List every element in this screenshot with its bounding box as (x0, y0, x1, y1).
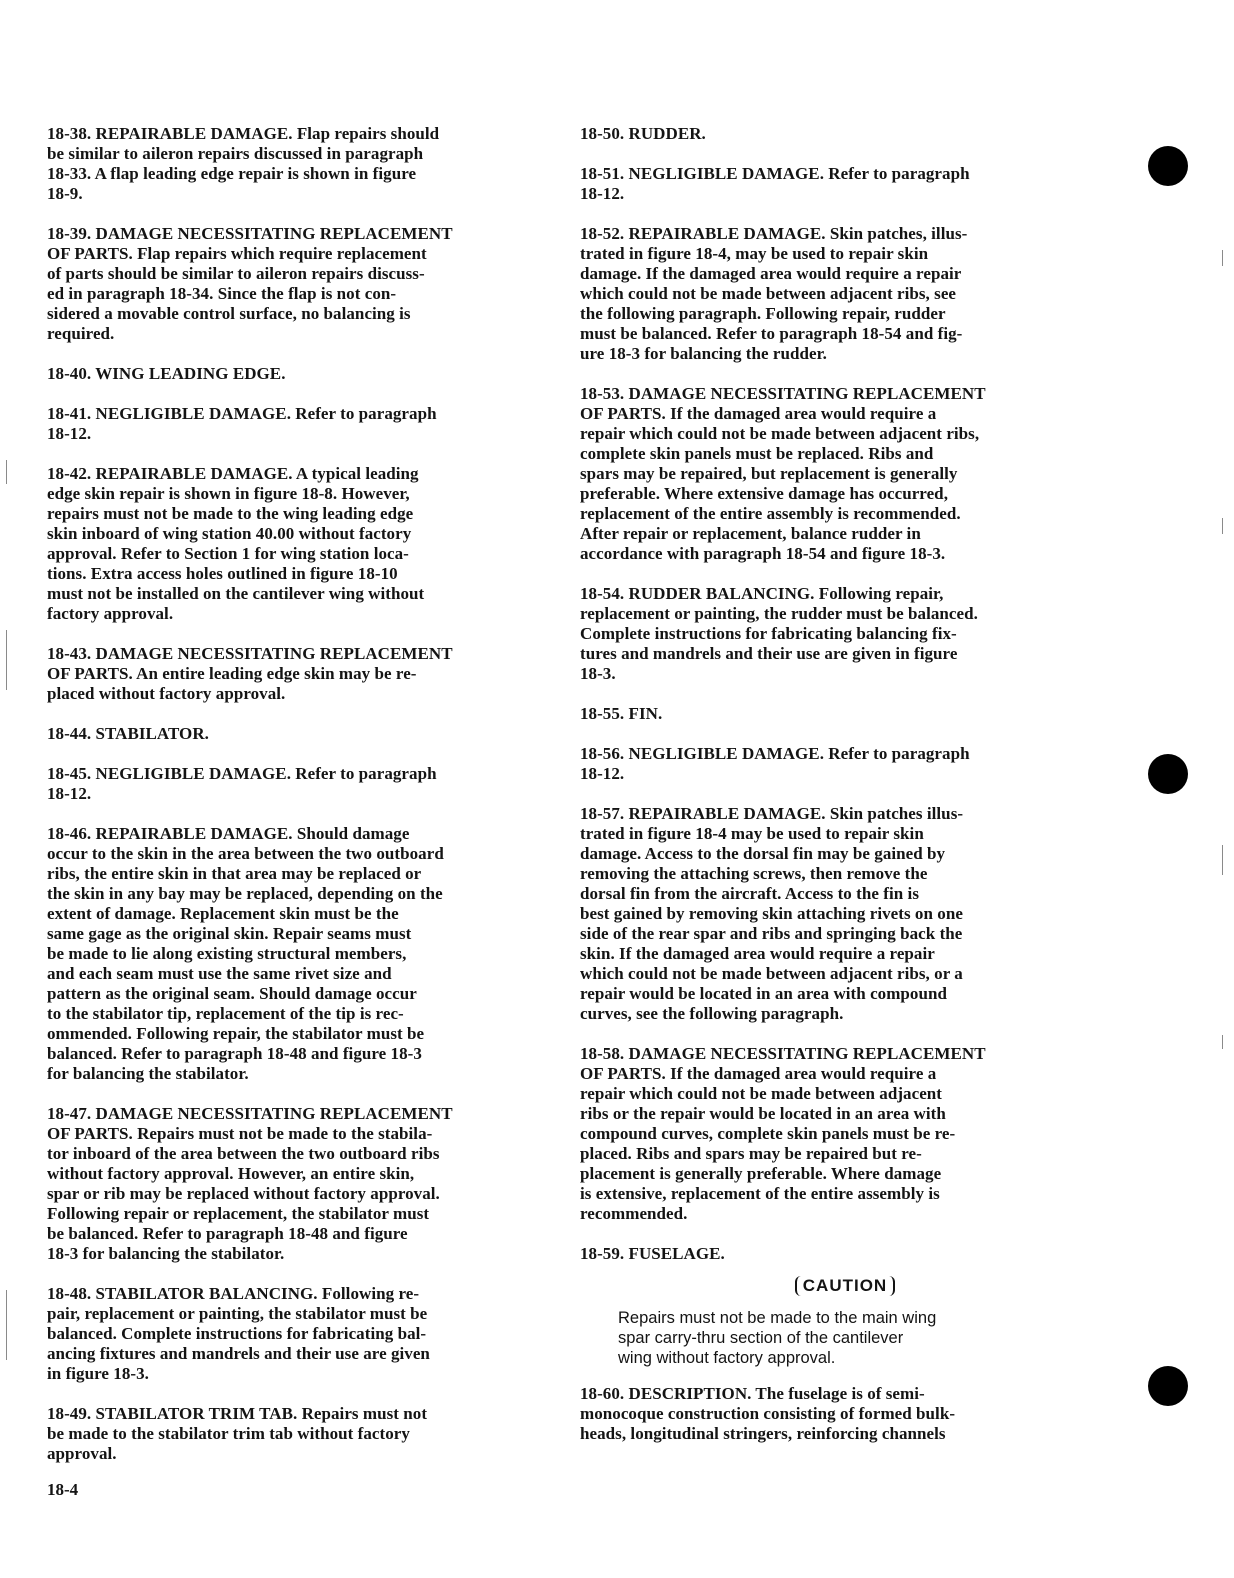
paragraph-18-46: 18-46. REPAIRABLE DAMAGE. Should damage occur to the skin in the area between the two outboard ribs, the entire skin in that area may be replaced or the skin in any bay may be replaced, depending on the extent of damage. Replacement skin must be the same gage as the original skin. Repair seams must be made to lie along existing structural members, and each seam must use the same rivet size and pattern as the original seam. Should damage occur to the stabilator tip, replacement of the tip is rec- ommended. Following repair, the stabilator must be balanced. Refer to paragraph 18-48 and figure 18-3 for balancing the stabilator. (47, 824, 444, 1083)
paragraph-18-52: 18-52. REPAIRABLE DAMAGE. Skin patches, illus- trated in figure 18-4, may be used to repair skin damage. If the damaged area would require a repair which could not be made between adjacent ribs, see the following paragraph. Following repair, rudder must be balanced. Refer to paragraph 18-54 and fig- ure 18-3 for balancing the rudder. (580, 224, 968, 363)
page-number: 18-4 (47, 1480, 79, 1499)
paragraph-18-60: 18-60. DESCRIPTION. The fuselage is of semi- monocoque construction consisting of formed bulk- heads, longitudinal stringers, reinforcing channels (580, 1384, 956, 1443)
paragraph-18-45: 18-45. NEGLIGIBLE DAMAGE. Refer to paragraph 18-12. (47, 764, 437, 803)
paragraph-18-48: 18-48. STABILATOR BALANCING. Following re- pair, replacement or painting, the stabilator must be balanced. Complete instructions for fabricating bal- ancing fixtures and mandrels and their use are given in figure 18-3. (47, 1284, 430, 1383)
paragraph-18-58: 18-58. DAMAGE NECESSITATING REPLACEMENT OF PARTS. If the damaged area would require a repair which could not be made between adjacent ribs or the repair would be located in an area with compound curves, complete skin panels must be re- placed. Ribs and spars may be repaired but re- placement is generally preferable. Where damage is extensive, replacement of the entire assembly is recommended. (580, 1044, 986, 1223)
paragraph-18-38: 18-38. REPAIRABLE DAMAGE. Flap repairs should be similar to aileron repairs discussed in paragraph 18-33. A flap leading edge repair is shown in figure 18-9. (47, 124, 440, 203)
margin-mark (1222, 1035, 1223, 1049)
margin-mark (1222, 518, 1223, 534)
heading-18-55: 18-55. FIN. (580, 704, 663, 723)
left-column (47, 124, 547, 1484)
right-column (580, 124, 1070, 1464)
paragraph-18-39: 18-39. DAMAGE NECESSITATING REPLACEMENT OF PARTS. Flap repairs which require replacement of parts should be similar to aileron repairs discuss- ed in paragraph 18-34. Since the flap is not con- sidered a movable control surface, no balancing is required. (47, 224, 453, 343)
paragraph-18-41: 18-41. NEGLIGIBLE DAMAGE. Refer to paragraph 18-12. (47, 404, 437, 443)
paragraph-18-51: 18-51. NEGLIGIBLE DAMAGE. Refer to paragraph 18-12. (580, 164, 970, 203)
paragraph-18-53: 18-53. DAMAGE NECESSITATING REPLACEMENT OF PARTS. If the damaged area would require a repair which could not be made between adjacent ribs, complete skin panels must be replaced. Ribs and spars may be repaired, but replacement is generally preferable. Where extensive damage has occurred, replacement of the entire assembly is recommended. After repair or replacement, balance rudder in accordance with paragraph 18-54 and figure 18-3. (580, 384, 986, 563)
heading-18-50: 18-50. RUDDER. (580, 124, 706, 143)
binder-hole-middle (1148, 754, 1188, 794)
margin-mark (6, 460, 7, 484)
margin-mark (1222, 250, 1223, 266)
caution-badge: CAUTION (795, 1276, 895, 1296)
paragraph-18-54: 18-54. RUDDER BALANCING. Following repair, replacement or painting, the rudder must be balanced. Complete instructions for fabricating balancing fix- tures and mandrels and their use are given in figure 18-3. (580, 584, 978, 683)
paragraph-18-43: 18-43. DAMAGE NECESSITATING REPLACEMENT OF PARTS. An entire leading edge skin may be re- placed without factory approval. (47, 644, 453, 703)
margin-mark (1222, 845, 1223, 875)
paragraph-18-56: 18-56. NEGLIGIBLE DAMAGE. Refer to paragraph 18-12. (580, 744, 970, 783)
heading-18-59: 18-59. FUSELAGE. (580, 1244, 725, 1263)
caution-block (580, 1276, 1070, 1296)
paragraph-18-57: 18-57. REPAIRABLE DAMAGE. Skin patches illus- trated in figure 18-4 may be used to repair skin damage. Access to the dorsal fin may be gained by removing the attaching screws, then remove the dorsal fin from the aircraft. Access to the fin is best gained by removing skin attaching rivets on one side of the rear spar and ribs and springing back the skin. If the damaged area would require a repair which could not be made between adjacent ribs, or a repair would be located in an area with compound curves, see the following paragraph. (580, 804, 964, 1023)
paragraph-18-47: 18-47. DAMAGE NECESSITATING REPLACEMENT OF PARTS. Repairs must not be made to the stabila- tor inboard of the area between the two outboard ribs without factory approval. However, an entire skin, spar or rib may be replaced without factory approval. Following repair or replacement, the stabilator must be balanced. Refer to paragraph 18-48 and figure 18-3 for balancing the stabilator. (47, 1104, 453, 1263)
paragraph-18-42: 18-42. REPAIRABLE DAMAGE. A typical leading edge skin repair is shown in figure 18-8. However, repairs must not be made to the wing leading edge skin inboard of wing station 40.00 without factory approval. Refer to Section 1 for wing station loca- tions. Extra access holes outlined in figure 18-10 must not be installed on the cantilever wing without factory approval. (47, 464, 425, 623)
margin-mark (6, 1290, 7, 1360)
heading-18-40: 18-40. WING LEADING EDGE. (47, 364, 286, 383)
binder-hole-top (1148, 146, 1188, 186)
margin-mark (6, 630, 7, 690)
caution-text: Repairs must not be made to the main wing spar carry-thru section of the cantilever wing without factory approval. (618, 1309, 937, 1367)
heading-18-44: 18-44. STABILATOR. (47, 724, 209, 743)
binder-hole-bottom (1148, 1366, 1188, 1406)
paragraph-18-49: 18-49. STABILATOR TRIM TAB. Repairs must not be made to the stabilator trim tab without factory approval. (47, 1404, 428, 1463)
